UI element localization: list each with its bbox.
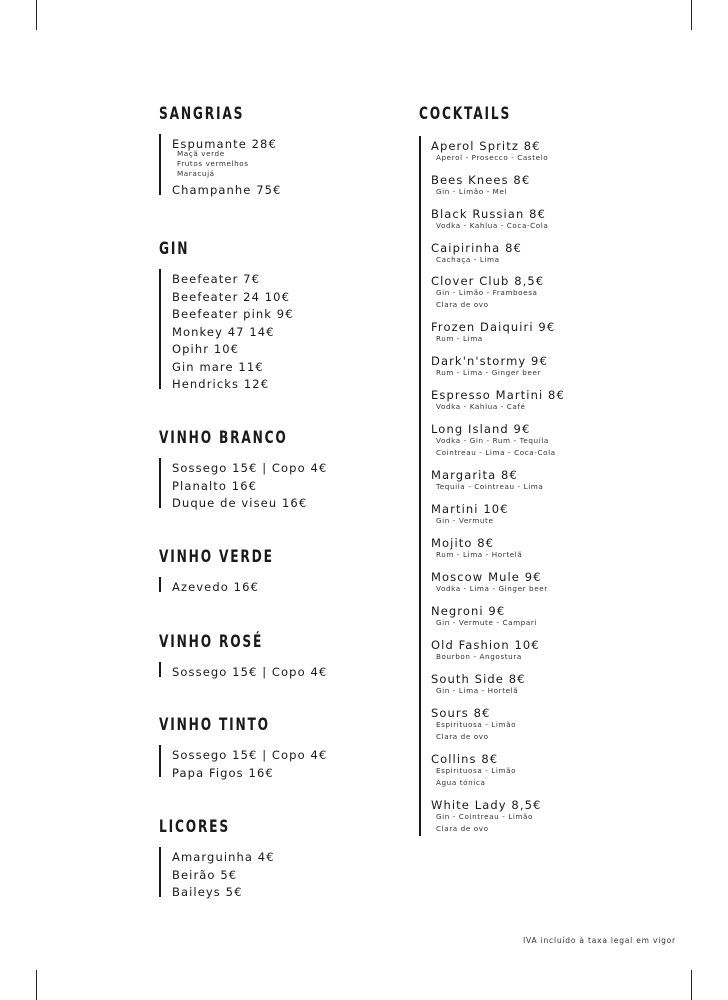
cocktail-ingredients: Gin - Lima - Hortelã	[436, 686, 519, 695]
cocktail-ingredients: Rum - Lima	[436, 334, 483, 343]
menu-item: Espumante 28€	[172, 137, 277, 151]
cocktail-ingredients: Aperol - Prosecco - Castelo	[436, 153, 549, 162]
section-rule	[159, 847, 161, 897]
menu-item: Monkey 47 14€	[172, 324, 275, 339]
section-rule	[159, 577, 161, 592]
section-title: SANGRIAS	[159, 104, 245, 124]
cocktail-item: Bees Knees 8€	[431, 173, 531, 187]
cocktail-item: Dark'n'stormy 9€	[431, 354, 548, 368]
menu-item: Beefeater 7€	[172, 272, 261, 286]
cocktail-item: White Lady 8,5€	[431, 798, 542, 812]
crop-mark-top-right	[691, 0, 692, 30]
menu-item: Beefeater 24 10€	[172, 289, 291, 304]
section-title: VINHO BRANCO	[159, 428, 288, 448]
section-title: VINHO ROSÉ	[159, 632, 264, 652]
cocktail-item: Clover Club 8,5€	[431, 274, 545, 288]
cocktail-ingredients: Gin - Limão - Framboesa	[436, 288, 538, 297]
cocktail-item: Espresso Martini 8€	[431, 388, 565, 402]
item-ingredients: Frutos vermelhos	[177, 159, 249, 168]
menu-item: Beirão 5€	[172, 867, 238, 882]
menu-item: Sossego 15€ | Copo 4€	[172, 461, 328, 475]
menu-item: Beefeater pink 9€	[172, 307, 294, 321]
cocktail-item: Long Island 9€	[431, 422, 531, 436]
section-title: VINHO VERDE	[159, 547, 274, 567]
section-title: VINHO TINTO	[159, 715, 270, 735]
cocktail-item: Caipirinha 8€	[431, 241, 522, 255]
cocktail-ingredients: Gin - Limão - Mel	[436, 187, 508, 196]
menu-item: Papa Figos 16€	[172, 765, 274, 780]
section-rule	[159, 134, 161, 195]
crop-mark-top-left	[36, 0, 37, 30]
cocktail-item: Aperol Spritz 8€	[431, 139, 541, 153]
cocktail-ingredients: Vodka - Gin - Rum - Tequila	[436, 436, 549, 445]
cocktails-rule	[419, 136, 421, 836]
menu-item: Planalto 16€	[172, 478, 258, 493]
cocktail-item: Moscow Mule 9€	[431, 570, 542, 584]
cocktail-ingredients: Clara de ovo	[436, 824, 489, 833]
menu-item: Baileys 5€	[172, 885, 243, 899]
menu-item: Hendricks 12€	[172, 377, 270, 391]
menu-item: Sossego 15€ | Copo 4€	[172, 665, 328, 679]
section-title: COCKTAILS	[419, 104, 512, 124]
menu-item: Gin mare 11€	[172, 359, 264, 374]
cocktail-ingredients: Vodka - Lima - Ginger beer	[436, 584, 548, 593]
cocktail-ingredients: Cointreau - Lima - Coca-Cola	[436, 448, 556, 457]
cocktail-item: South Side 8€	[431, 672, 526, 686]
cocktail-ingredients: Vodka - Kahlua - Coca-Cola	[436, 221, 549, 230]
item-ingredients: Maçã verde	[177, 149, 225, 158]
crop-mark-bottom-left	[36, 970, 37, 1000]
cocktail-item: Margarita 8€	[431, 468, 518, 482]
cocktail-item: Frozen Daiquiri 9€	[431, 320, 556, 334]
cocktail-ingredients: Tequila - Cointreau - Lima	[436, 482, 544, 491]
cocktail-ingredients: Espirituosa - Limão	[436, 720, 517, 729]
section-title: GIN	[159, 239, 190, 259]
cocktail-ingredients: Gin - Vermute - Campari	[436, 618, 537, 627]
tax-footer: IVA incluído à taxa legal em vigor	[523, 936, 676, 945]
cocktail-item: Black Russian 8€	[431, 207, 546, 221]
cocktail-item: Collins 8€	[431, 752, 499, 766]
section-rule	[159, 662, 161, 677]
cocktail-ingredients: Clara de ovo	[436, 732, 489, 741]
section-rule	[159, 458, 161, 508]
cocktail-ingredients: Cachaça - Lima	[436, 255, 500, 264]
menu-item: Duque de viseu 16€	[172, 496, 308, 510]
menu-item: Opihr 10€	[172, 342, 240, 356]
menu-item: Amarguinha 4€	[172, 850, 275, 864]
cocktail-ingredients: Clara de ovo	[436, 300, 489, 309]
cocktail-ingredients: Água tónica	[436, 778, 486, 787]
menu-item: Champanhe 75€	[172, 183, 282, 197]
cocktail-item: Old Fashion 10€	[431, 638, 540, 652]
cocktail-ingredients: Rum - Lima - Ginger beer	[436, 368, 542, 377]
menu-item: Azevedo 16€	[172, 580, 259, 594]
cocktail-item: Sours 8€	[431, 706, 491, 720]
section-rule	[159, 269, 161, 389]
item-ingredients: Maracujá	[177, 169, 215, 178]
section-title: LICORES	[159, 817, 230, 837]
menu-item: Sossego 15€ | Copo 4€	[172, 748, 328, 762]
cocktail-ingredients: Gin - Vermute	[436, 516, 494, 525]
cocktail-item: Negroni 9€	[431, 604, 506, 618]
crop-mark-bottom-right	[691, 970, 692, 1000]
cocktail-item: Martini 10€	[431, 502, 509, 516]
cocktail-item: Mojito 8€	[431, 536, 495, 550]
cocktail-ingredients: Rum - Lima - Hortelã	[436, 550, 523, 559]
cocktail-ingredients: Bourbon - Angostura	[436, 652, 522, 661]
cocktail-ingredients: Gin - Cointreau - Limão	[436, 812, 534, 821]
cocktail-ingredients: Espirituosa - Limão	[436, 766, 517, 775]
section-rule	[159, 745, 161, 777]
cocktail-ingredients: Vodka - Kahlua - Café	[436, 402, 526, 411]
